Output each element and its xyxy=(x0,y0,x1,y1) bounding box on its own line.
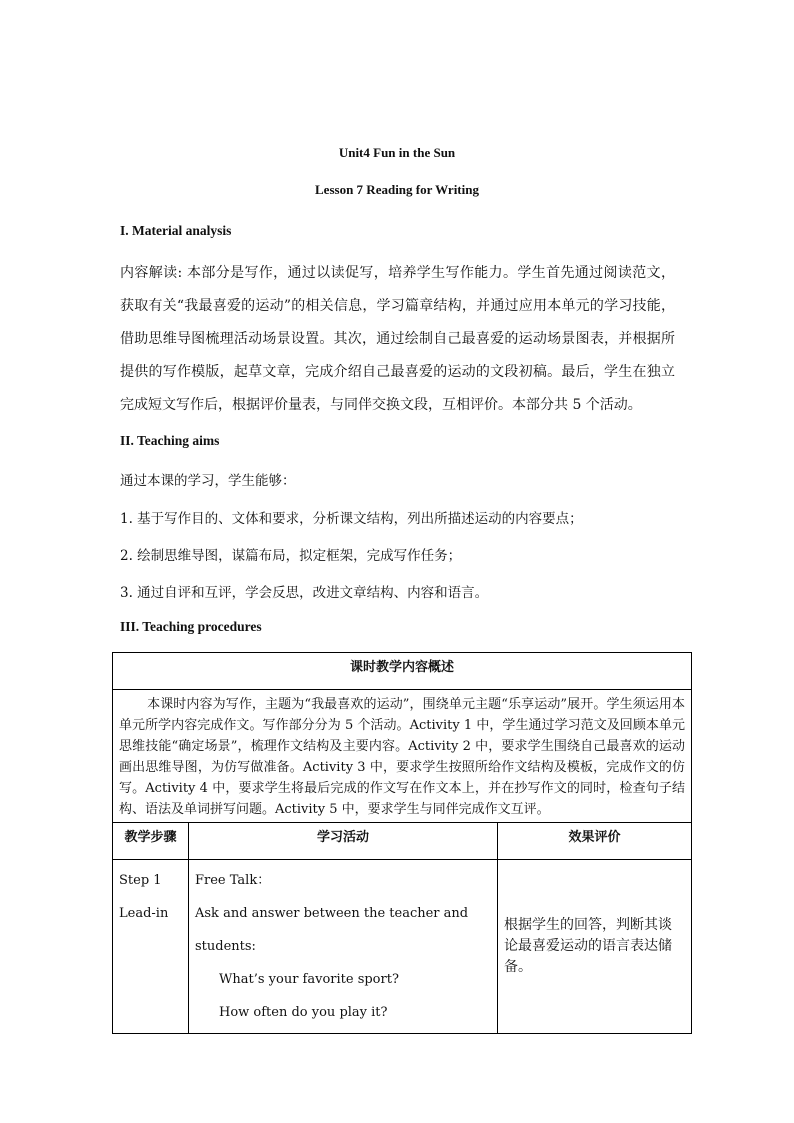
activity-title: Free Talk： xyxy=(195,873,271,888)
step-name: Lead-in xyxy=(119,906,169,921)
teaching-aim-3: 3. 通过自评和互评，学会反思，改进文章结构、内容和语言。 xyxy=(120,585,489,601)
section-heading-teaching-procedures: III. Teaching procedures xyxy=(120,619,262,634)
activity-question-1: What’s your favorite sport? xyxy=(219,972,399,987)
activity-question-2: How often do you play it? xyxy=(219,1005,388,1020)
teaching-aim-1: 1. 基于写作目的、文体和要求，分析课文结构，列出所描述运动的内容要点； xyxy=(120,511,583,527)
teaching-aim-2: 2. 绘制思维导图，谋篇布局，拟定框架，完成写作任务； xyxy=(120,548,462,564)
step-number: Step 1 xyxy=(119,873,162,888)
teaching-aims-intro: 通过本课的学习，学生能够： xyxy=(120,473,296,489)
evaluation-cell: 根据学生的回答，判断其谈论最喜爱运动的语言表达储备。 xyxy=(498,860,692,1034)
lesson-title: Lesson 7 Reading for Writing xyxy=(315,182,479,197)
activity-cell xyxy=(189,860,498,1034)
overview-header: 课时教学内容概述 xyxy=(113,653,692,690)
column-header-step: 教学步骤 xyxy=(113,823,189,860)
table-row xyxy=(113,860,692,1034)
procedures-table xyxy=(112,652,692,1034)
step-cell xyxy=(113,860,189,1034)
activity-line: Ask and answer between the teacher and students: xyxy=(195,906,469,954)
overview-text xyxy=(113,690,692,823)
section-heading-teaching-aims: II. Teaching aims xyxy=(120,433,220,448)
section-heading-material-analysis: I. Material analysis xyxy=(120,223,232,238)
column-header-evaluation: 效果评价 xyxy=(498,823,692,860)
overview-text-content: 本课时内容为写作，主题为“我最喜欢的运动”，围绕单元主题“乐享运动”展开。学生须运用本单元所学内容完成作文。写作部分分为 5 个活动。Activity 1 中，学生通过学习范文及回顾本单元思维技能“确定场景”，梳理作文结构及主要内容。Activity 2 中，要求学生围绕自己最喜欢的运动画出思维导图，为仿写做准备。Activity 3 中，要求学生按照所给作文结构及模板，完成作文的仿写。Activity 4 中，要求学生将最后完成的作文写在作文本上，并在抄写作文的同时，检查句子结构、语法及单词拼写问题。Activity 5 中，要求学生与同伴完成作文互评。 xyxy=(119,697,685,817)
column-header-activity: 学习活动 xyxy=(189,823,498,860)
unit-title: Unit4 Fun in the Sun xyxy=(338,145,456,160)
material-analysis-text: 内容解读: 本部分是写作，通过以读促写，培养学生写作能力。学生首先通过阅读范文，获取有关“我最喜爱的运动”的相关信息，学习篇章结构，并通过应用本单元的学习技能，借助思维导图梳理活动场景设置。其次，通过绘制自己最喜爱的运动场景图表，并根据所提供的写作模版，起草文章，完成介绍自己最喜爱的运动的文段初稿。最后，学生在独立完成短文写作后，根据评价量表，与同伴交换文段，互相评价。本部分共 5 个活动。 xyxy=(120,265,675,413)
